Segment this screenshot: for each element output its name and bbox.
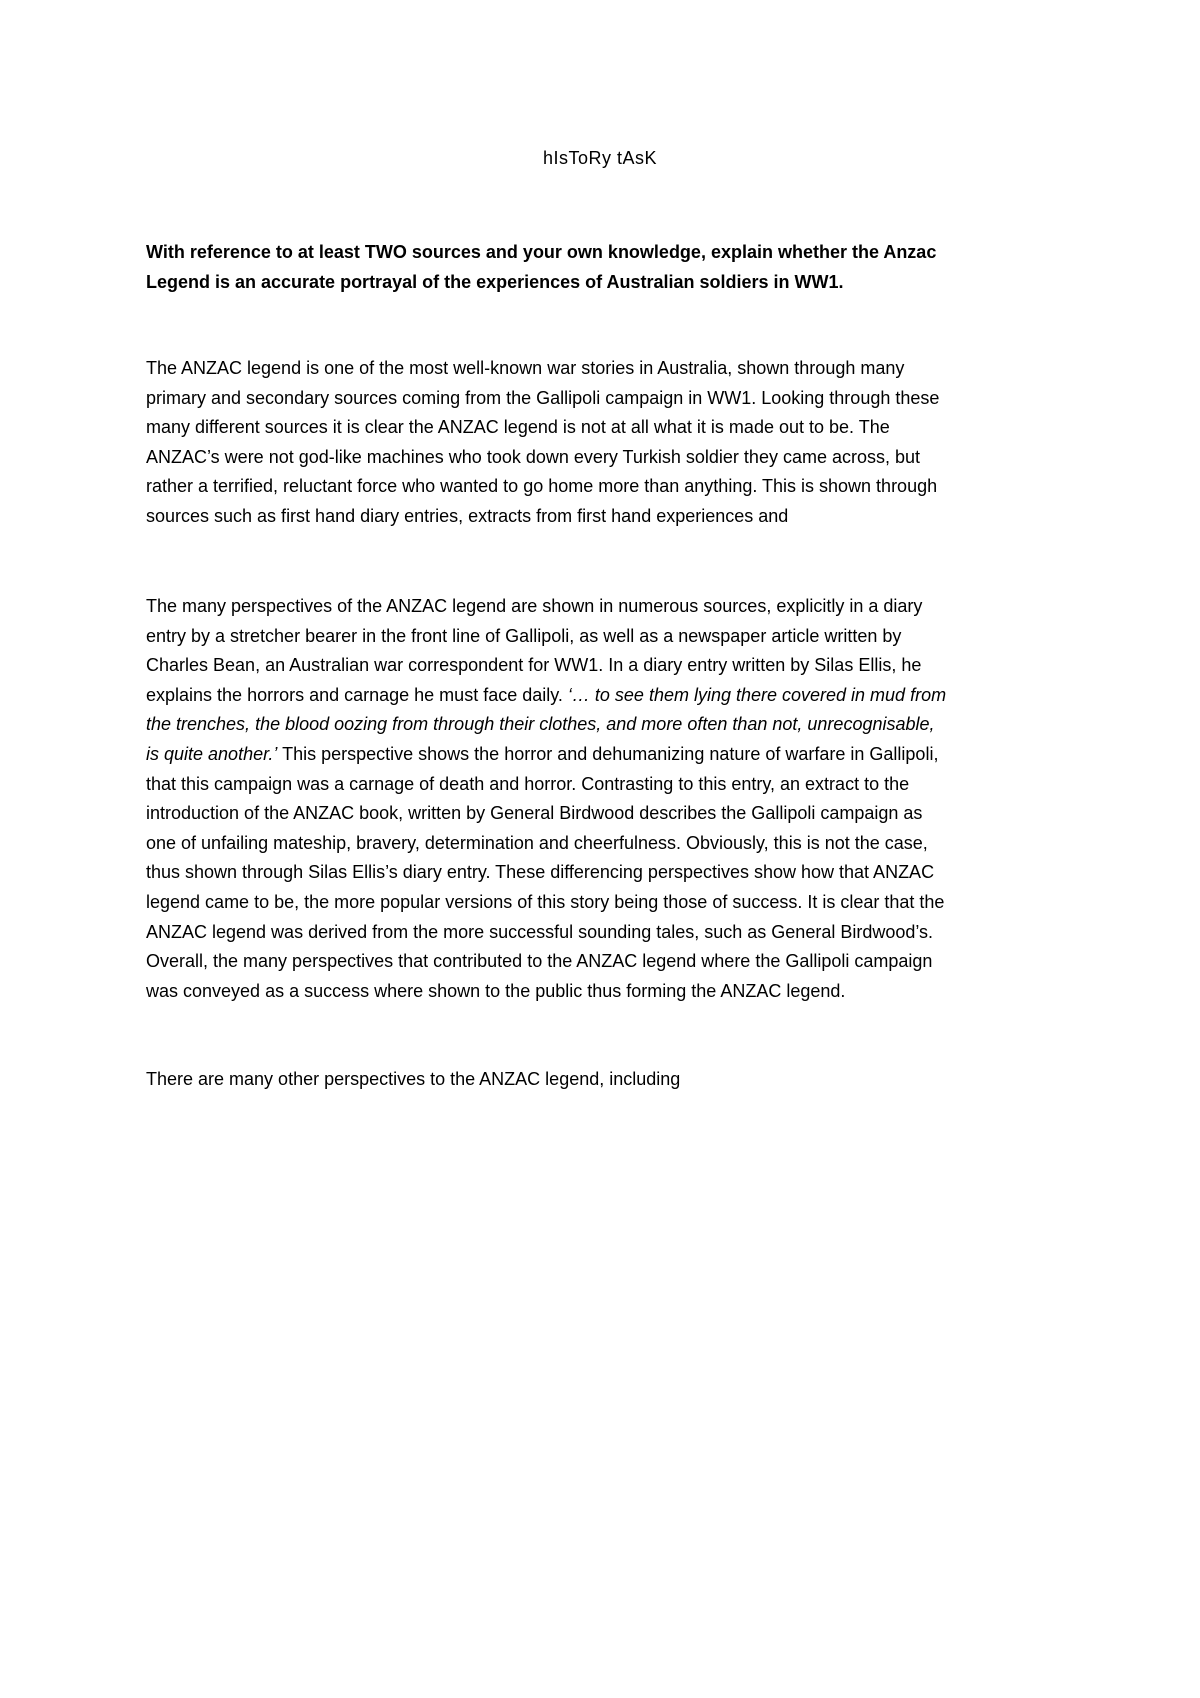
essay-question xyxy=(146,238,1066,297)
paragraph-text: explains the horrors and carnage he must face daily. xyxy=(146,684,568,705)
paragraph-line: The many perspectives of the ANZAC legend are shown in numerous sources, explicitly in a diary xyxy=(146,596,923,616)
paragraph-perspectives xyxy=(146,592,1066,1006)
diary-quote: is quite another.’ xyxy=(146,743,278,764)
paragraph-line: that this campaign was a carnage of death and horror. Contrasting to this entry, an extract to the xyxy=(146,773,910,794)
diary-quote: the trenches, the blood oozing from through their clothes, and more often than not, unrecognisable, xyxy=(146,714,935,735)
paragraph-line: many different sources it is clear the ANZAC legend is not at all what it is made out to be. The xyxy=(146,417,890,438)
paragraph-line: There are many other perspectives to the ANZAC legend, including xyxy=(146,1069,681,1089)
paragraph-line xyxy=(146,681,1066,711)
paragraph-line: rather a terrified, reluctant force who wanted to go home more than anything. This is shown through xyxy=(146,476,938,497)
paragraph-line: thus shown through Silas Ellis’s diary entry. These differencing perspectives show how that ANZAC xyxy=(146,862,935,883)
paragraph-line: ANZAC’s were not god-like machines who took down every Turkish soldier they came across, but xyxy=(146,446,921,467)
paragraph-line: introduction of the ANZAC book, written by General Birdwood describes the Gallipoli campaign as xyxy=(146,803,923,824)
paragraph-text: This perspective shows the horror and dehumanizing nature of warfare in Gallipoli, xyxy=(277,743,939,764)
paragraph-line: Overall, the many perspectives that contributed to the ANZAC legend where the Gallipoli campaign xyxy=(146,951,933,972)
paragraph-intro xyxy=(146,354,1066,532)
diary-quote: ‘… to see them lying there covered in mud from xyxy=(567,684,947,705)
paragraph-other-perspectives xyxy=(146,1065,1066,1095)
paragraph-line: was conveyed as a success where shown to the public thus forming the ANZAC legend. xyxy=(146,980,846,1001)
paragraph-line: sources such as first hand diary entries, extracts from first hand experiences and xyxy=(146,505,789,526)
document-title: hIsToRy tAsK xyxy=(542,148,658,168)
paragraph-line: ANZAC legend was derived from the more successful sounding tales, such as General Birdwood’s. xyxy=(146,921,934,942)
question-line: Legend is an accurate portrayal of the experiences of Australian soldiers in WW1. xyxy=(146,271,844,292)
paragraph-line: legend came to be, the more popular versions of this story being those of success. It is clear that the xyxy=(146,891,945,912)
paragraph-line: primary and secondary sources coming from the Gallipoli campaign in WW1. Looking through these xyxy=(146,387,940,408)
paragraph-line: one of unfailing mateship, bravery, determination and cheerfulness. Obviously, this is not the case, xyxy=(146,832,928,853)
paragraph-line: The ANZAC legend is one of the most well-known war stories in Australia, shown through many xyxy=(146,358,905,378)
paragraph-line: entry by a stretcher bearer in the front line of Gallipoli, as well as a newspaper article written by xyxy=(146,625,902,646)
paragraph-line xyxy=(146,740,1066,770)
paragraph-line: Charles Bean, an Australian war correspondent for WW1. In a diary entry written by Silas Ellis, he xyxy=(146,655,922,676)
question-line: With reference to at least TWO sources and your own knowledge, explain whether the Anzac xyxy=(146,242,937,262)
